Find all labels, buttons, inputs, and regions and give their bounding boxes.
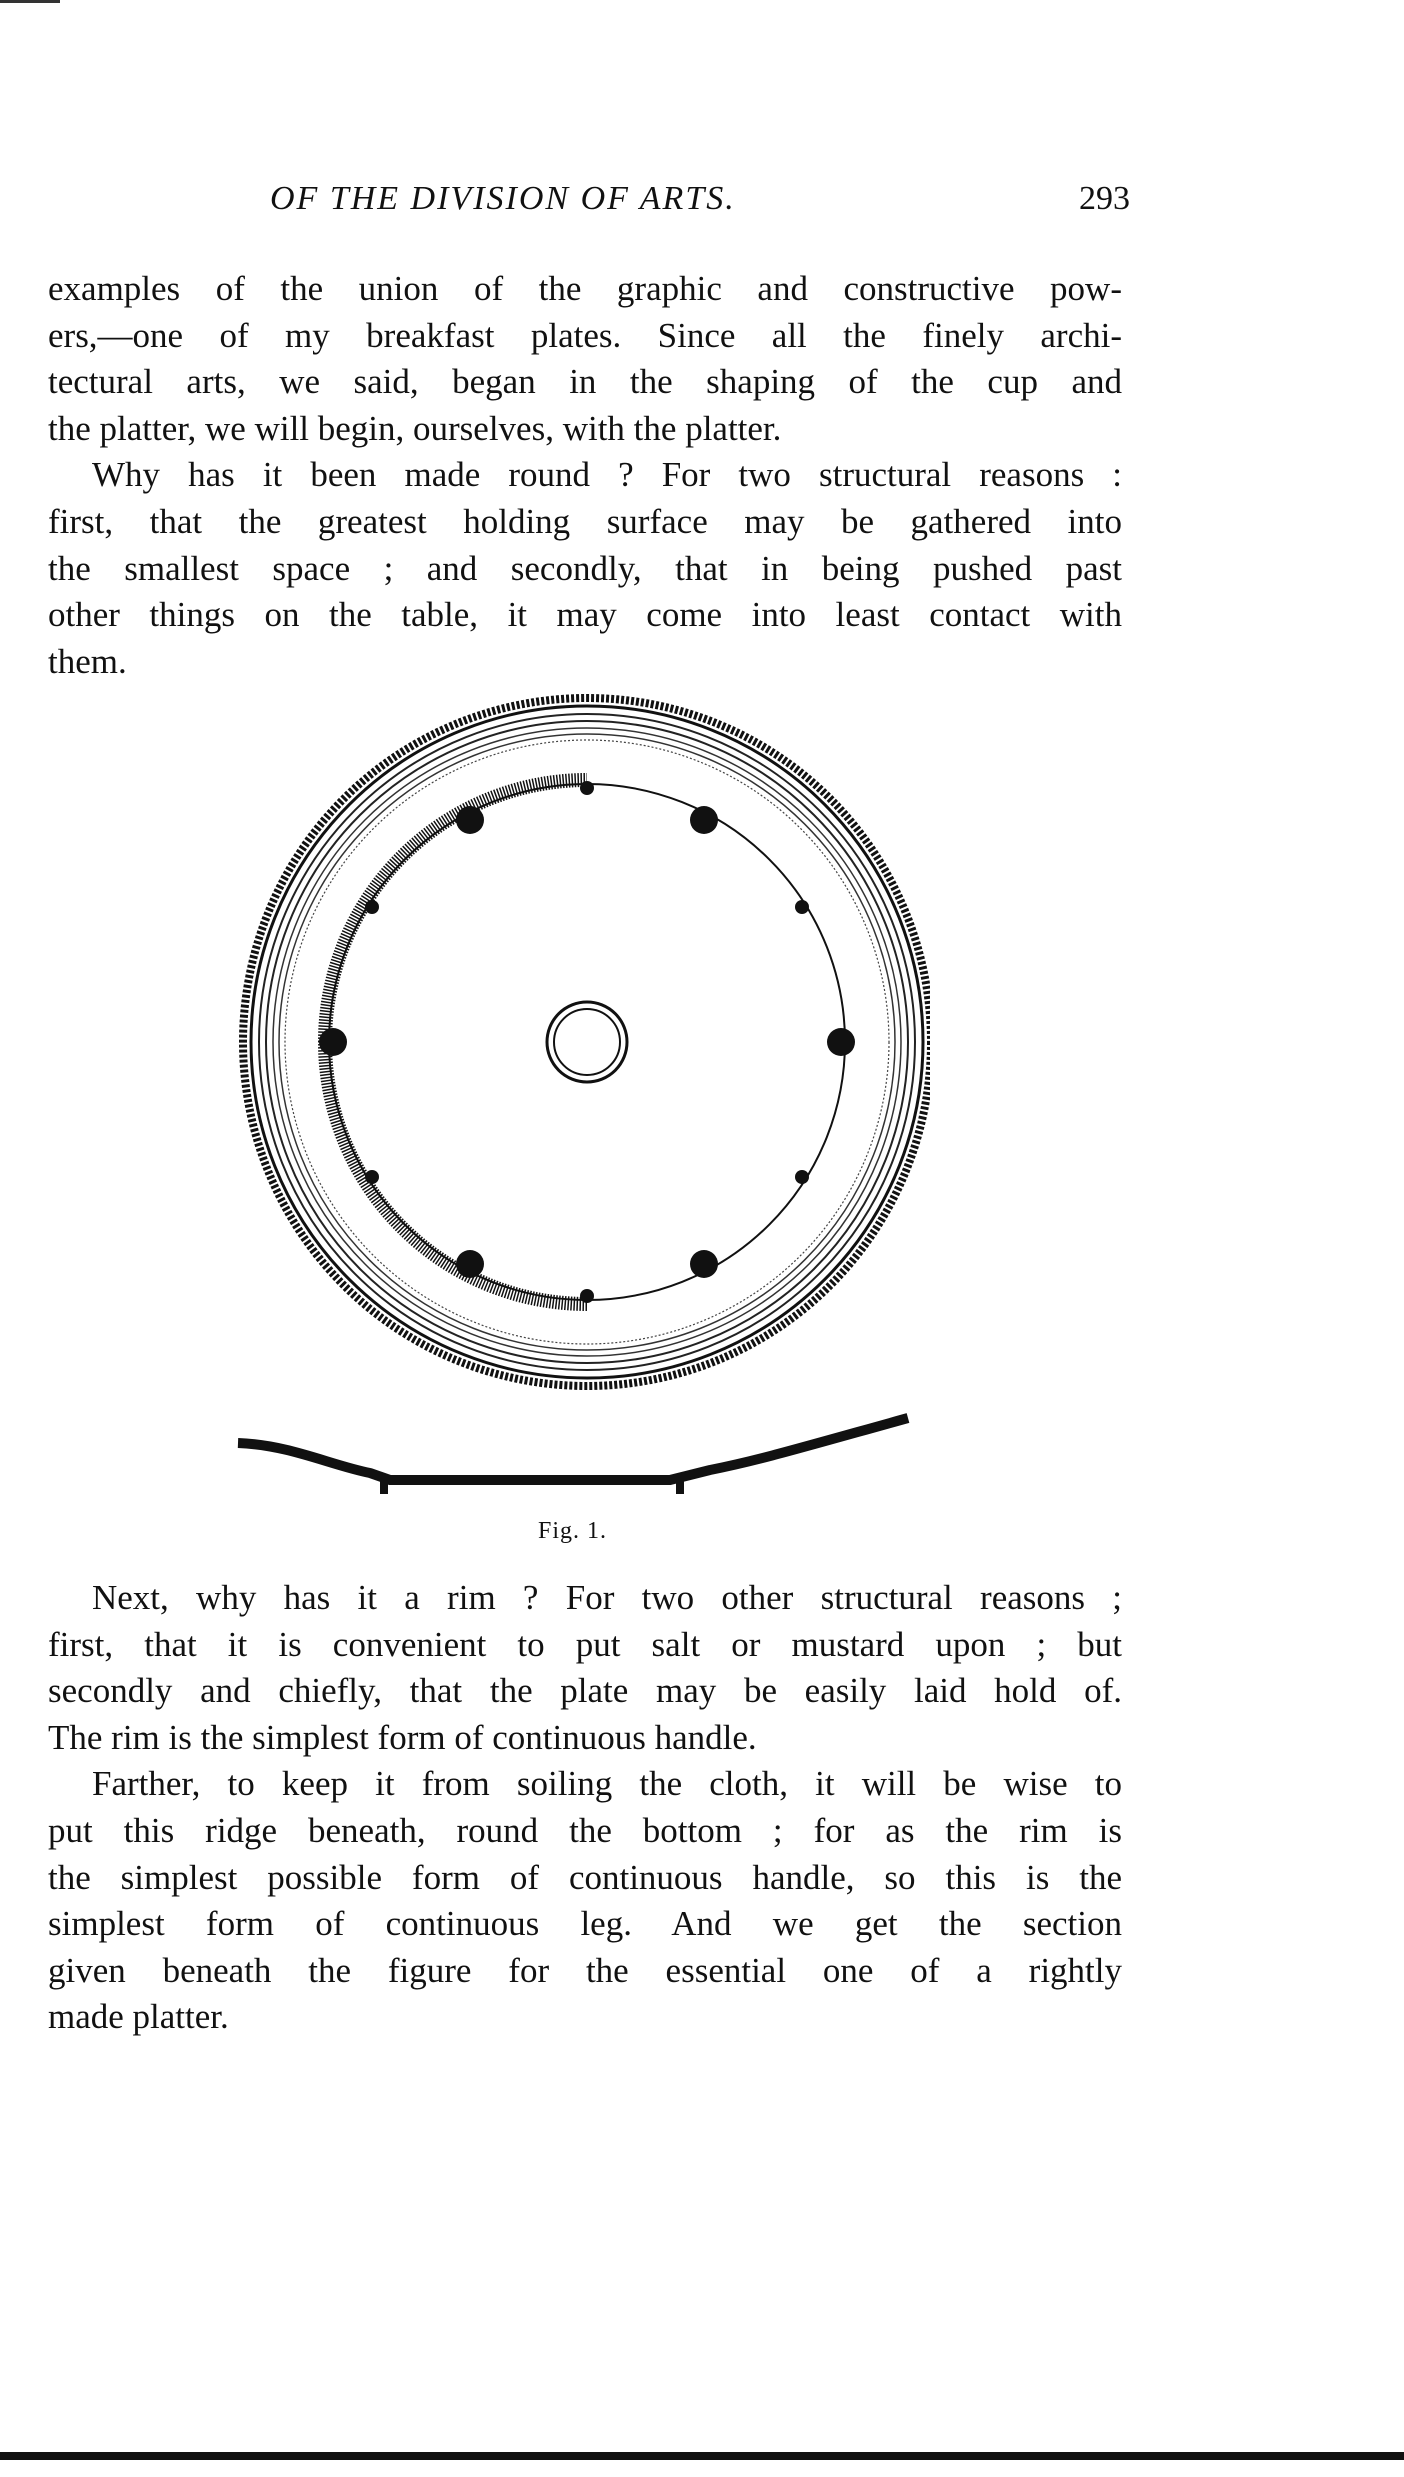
page-number: 293 — [1079, 180, 1130, 217]
text-line: first, that it is convenient to put salt or mustard upon ; but — [48, 1624, 1122, 1664]
text-line: the smallest space ; and secondly, that in being pushed past — [48, 548, 1122, 588]
paragraph — [48, 1761, 1122, 2041]
text-line: examples of the union of the graphic and constructive pow- — [48, 269, 1122, 308]
plate-section-profile — [238, 1418, 908, 1494]
figure-caption: Fig. 1. — [538, 1518, 608, 1544]
text-line: secondly and chiefly, that the plate may be easily laid hold of. — [48, 1671, 1122, 1711]
text-line: the simplest possible form of continuous handle, so this is the — [48, 1857, 1122, 1897]
scan-edge-mark — [0, 0, 60, 3]
text-line: other things on the table, it may come into least contact with — [48, 595, 1122, 635]
text-line: put this ridge beneath, round the bottom ; for as the rim is — [48, 1810, 1122, 1850]
paragraph — [48, 1575, 1122, 1761]
text-line: them. — [48, 641, 127, 681]
text-line: given beneath the figure for the essential one of a rightly — [48, 1950, 1122, 1990]
text-line: made platter. — [48, 1997, 229, 2037]
page-header — [270, 180, 1130, 230]
paragraph — [48, 266, 1122, 452]
scan-bottom-edge — [0, 2452, 1404, 2460]
plate-illustration — [230, 690, 930, 1520]
text-line: Farther, to keep it from soiling the cloth, it will be wise to — [92, 1764, 1122, 1804]
text-line: tectural arts, we said, began in the shaping of the cup and — [48, 362, 1122, 402]
text-line: first, that the greatest holding surface may be gathered into — [48, 501, 1122, 541]
text-block-top — [48, 266, 1122, 685]
text-block-bottom — [48, 1575, 1122, 2041]
text-line: simplest form of continuous leg. And we get the section — [48, 1904, 1122, 1944]
text-line: Why has it been made round ? For two structural reasons : — [92, 455, 1122, 495]
running-title: OF THE DIVISION OF ARTS. — [270, 180, 736, 217]
plate-top-view — [243, 698, 930, 1386]
text-line: The rim is the simplest form of continuous handle. — [48, 1717, 757, 1757]
text-line: Next, why has it a rim ? For two other structural reasons ; — [92, 1578, 1122, 1617]
plate-figure — [230, 690, 930, 1525]
text-line: ers,—one of my breakfast plates. Since all the finely archi- — [48, 315, 1122, 355]
paragraph — [48, 452, 1122, 685]
text-line: the platter, we will begin, ourselves, with the platter. — [48, 408, 782, 448]
